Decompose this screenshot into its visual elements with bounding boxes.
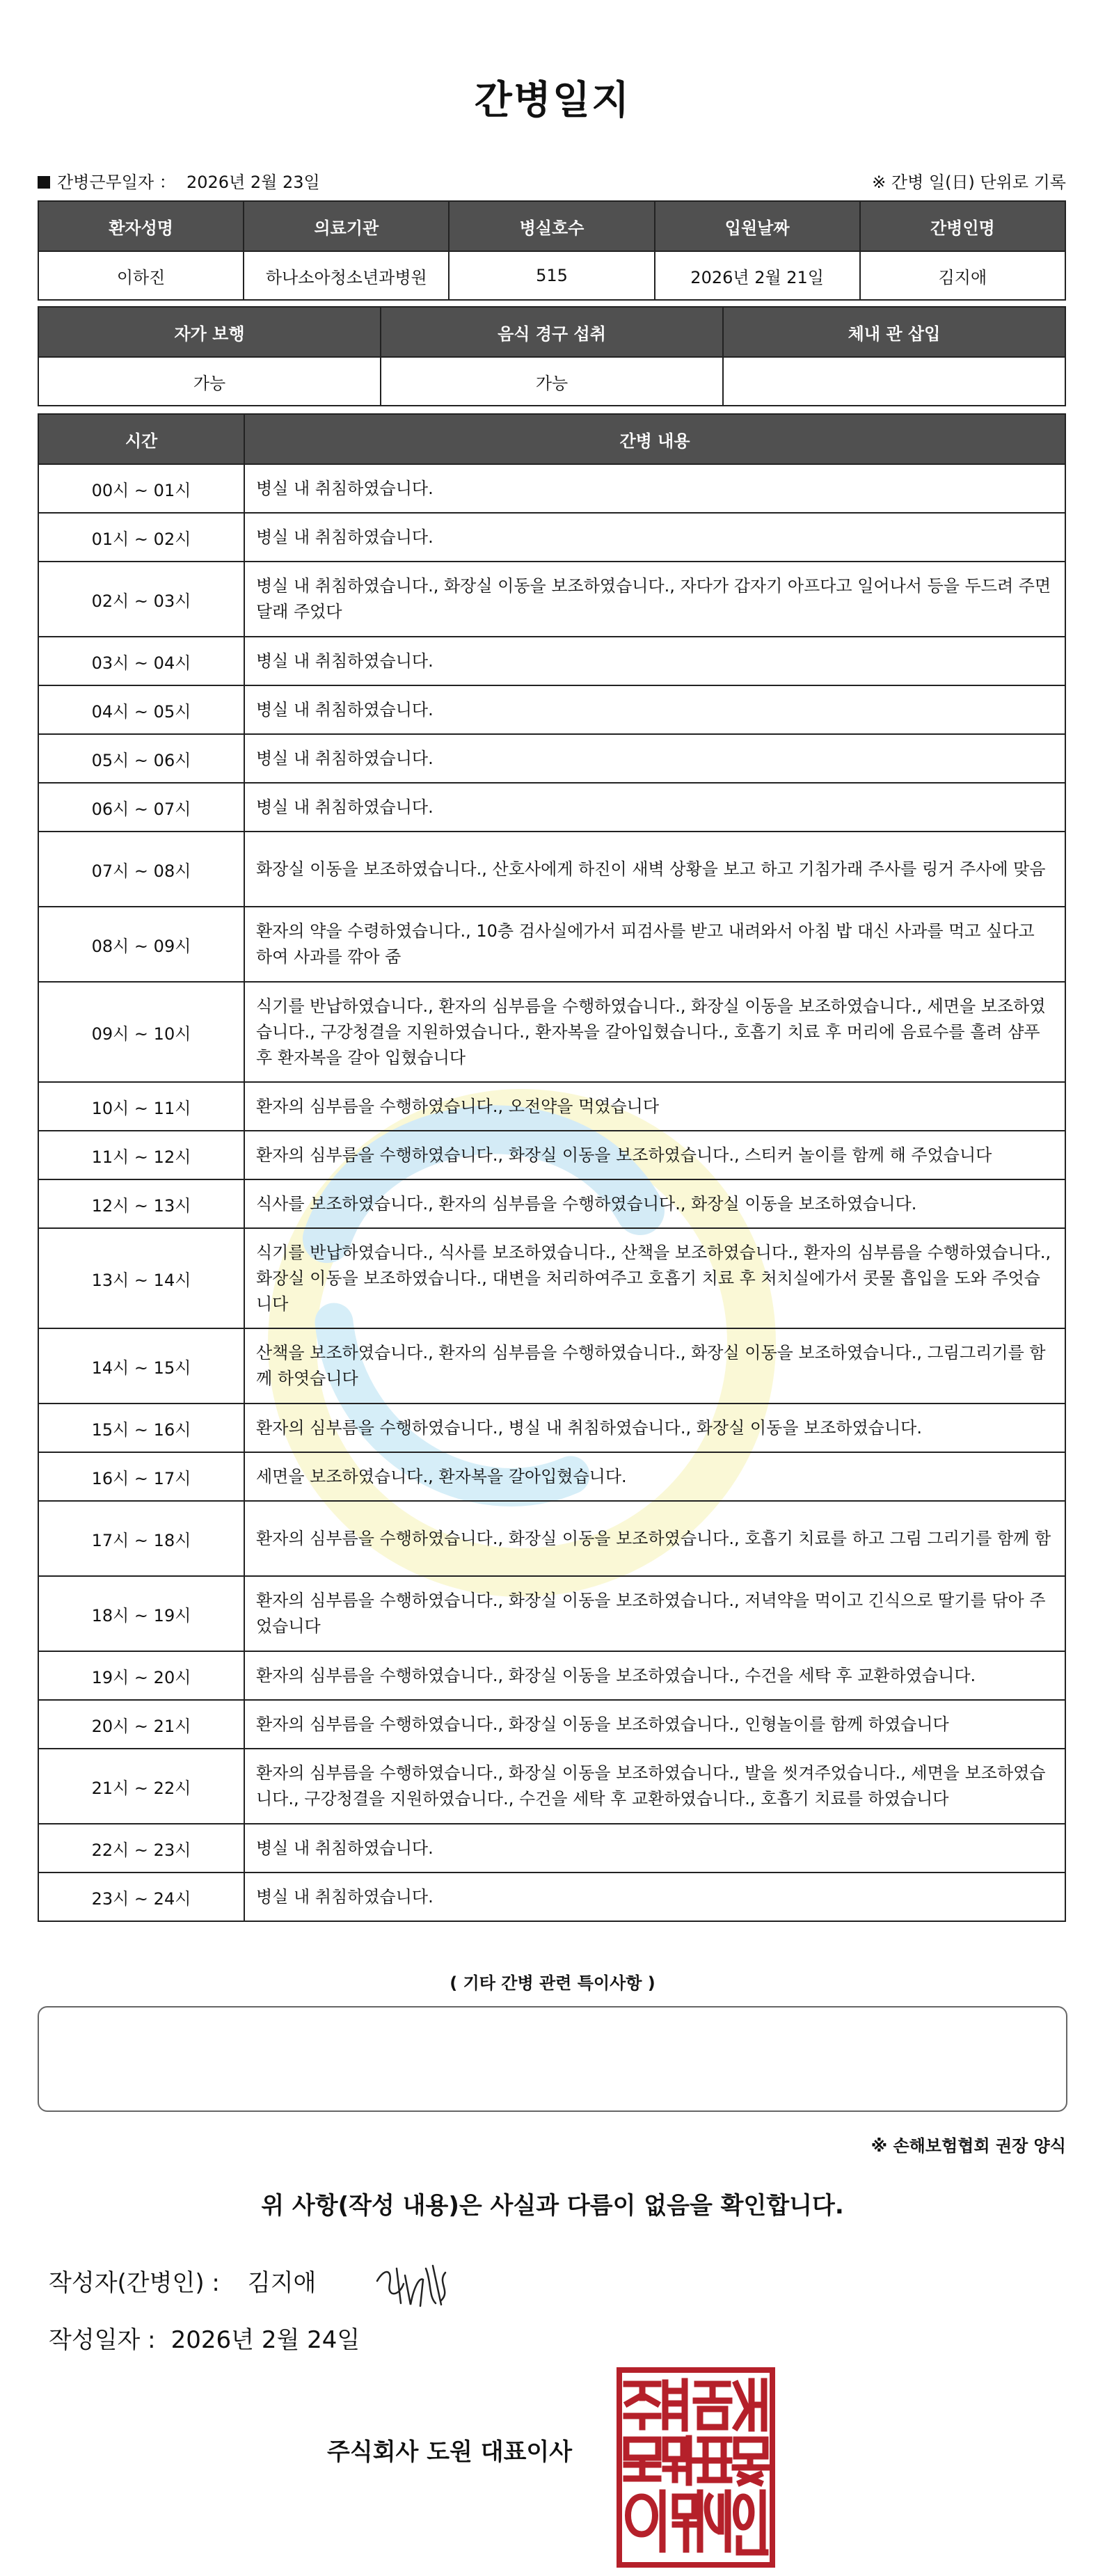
care-ability-table bbox=[38, 306, 1066, 406]
log-time: 06시 ~ 07시 bbox=[38, 783, 244, 832]
log-row bbox=[38, 1824, 1065, 1873]
hospital-name: 하나소아청소년과병원 bbox=[244, 251, 449, 300]
log-row bbox=[38, 562, 1065, 637]
log-time: 23시 ~ 24시 bbox=[38, 1873, 244, 1921]
work-date-value: 2026년 2월 23일 bbox=[186, 173, 320, 192]
admission-date: 2026년 2월 21일 bbox=[655, 251, 860, 300]
caregiver-name: 김지애 bbox=[860, 251, 1065, 300]
log-content: 환자의 심부름을 수행하였습니다., 화장실 이동을 보조하였습니다., 스티커 놀이를 함께 해 주었습니다 bbox=[244, 1131, 1065, 1179]
log-content: 환자의 약을 수령하였습니다., 10층 검사실에가서 피검사를 받고 내려와서 아침 밥 대신 사과를 먹고 싶다고 하여 사과를 깎아 줌 bbox=[244, 907, 1065, 982]
log-content: 환자의 심부름을 수행하였습니다., 병실 내 취침하였습니다., 화장실 이동을 보조하였습니다. bbox=[244, 1404, 1065, 1452]
log-row bbox=[38, 1749, 1065, 1824]
log-time: 18시 ~ 19시 bbox=[38, 1576, 244, 1651]
writer-line bbox=[49, 2264, 316, 2298]
header-oral-intake: 음식 경구 섭취 bbox=[381, 307, 723, 357]
log-row bbox=[38, 1700, 1065, 1749]
log-time: 10시 ~ 11시 bbox=[38, 1082, 244, 1131]
writer-label: 작성자(간병인) : bbox=[49, 2269, 220, 2297]
log-time: 09시 ~ 10시 bbox=[38, 982, 244, 1082]
log-content: 환자의 심부름을 수행하였습니다., 화장실 이동을 보조하였습니다., 수건을 세탁 후 교환하였습니다. bbox=[244, 1651, 1065, 1700]
patient-info-table bbox=[38, 200, 1066, 301]
log-time: 12시 ~ 13시 bbox=[38, 1179, 244, 1228]
log-time: 03시 ~ 04시 bbox=[38, 637, 244, 685]
log-time: 16시 ~ 17시 bbox=[38, 1452, 244, 1501]
written-date-value: 2026년 2월 24일 bbox=[170, 2326, 360, 2354]
log-content: 병실 내 취침하였습니다. bbox=[244, 513, 1065, 562]
log-time: 04시 ~ 05시 bbox=[38, 685, 244, 734]
log-content: 환자의 심부름을 수행하였습니다., 화장실 이동을 보조하였습니다., 저녁약을 먹이고 긴식으로 딸기를 닦아 주었습니다 bbox=[244, 1576, 1065, 1651]
log-time: 14시 ~ 15시 bbox=[38, 1328, 244, 1404]
log-content: 환자의 심부름을 수행하였습니다., 오전약을 먹였습니다 bbox=[244, 1082, 1065, 1131]
company-seal bbox=[617, 2367, 775, 2568]
log-time: 11시 ~ 12시 bbox=[38, 1131, 244, 1179]
log-content: 병실 내 취침하였습니다., 화장실 이동을 보조하였습니다., 자다가 갑자기 아프다고 일어나서 등을 두드려 주면 달래 주었다 bbox=[244, 562, 1065, 637]
log-row bbox=[38, 1501, 1065, 1576]
walking-value: 가능 bbox=[38, 357, 381, 406]
log-time: 21시 ~ 22시 bbox=[38, 1749, 244, 1824]
log-row bbox=[38, 783, 1065, 832]
log-row bbox=[38, 1404, 1065, 1452]
notes-heading: ( 기타 간병 관련 특이사항 ) bbox=[450, 1973, 655, 1993]
writer-name: 김지애 bbox=[247, 2269, 317, 2297]
log-time: 02시 ~ 03시 bbox=[38, 562, 244, 637]
log-content: 병실 내 취침하였습니다. bbox=[244, 783, 1065, 832]
log-row bbox=[38, 1576, 1065, 1651]
written-date-line bbox=[49, 2321, 360, 2355]
header-patient-name: 환자성명 bbox=[38, 201, 244, 251]
log-content: 식기를 반납하였습니다., 환자의 심부름을 수행하였습니다., 화장실 이동을 보조하였습니다., 세면을 보조하였습니다., 구강청결을 지원하였습니다., 환자복을 갈아입혔습니다., 호흡기 치료 후 머리에 음료수를 흘려 샴푸 후 환자복을 갈아 입혔습니다 bbox=[244, 982, 1065, 1082]
log-content: 화장실 이동을 보조하였습니다., 산호사에게 하진이 새벽 상황을 보고 하고 기침가래 주사를 링거 주사에 맞음 bbox=[244, 832, 1065, 907]
log-row bbox=[38, 1082, 1065, 1131]
log-content: 세면을 보조하였습니다., 환자복을 갈아입혔습니다. bbox=[244, 1452, 1065, 1501]
confirm-statement: 위 사항(작성 내용)은 사실과 다름이 없음을 확인합니다. bbox=[261, 2192, 844, 2220]
care-log-table bbox=[38, 413, 1066, 1922]
room-number: 515 bbox=[449, 251, 654, 300]
log-row bbox=[38, 982, 1065, 1082]
log-time: 13시 ~ 14시 bbox=[38, 1228, 244, 1328]
work-date-label: 간병근무일자 ： bbox=[57, 173, 176, 192]
header-care-content: 간병 내용 bbox=[244, 414, 1065, 464]
log-row bbox=[38, 1328, 1065, 1404]
log-row bbox=[38, 734, 1065, 783]
log-row bbox=[38, 1452, 1065, 1501]
tube-value bbox=[723, 357, 1065, 406]
log-content: 환자의 심부름을 수행하였습니다., 화장실 이동을 보조하였습니다., 호흡기 치료를 하고 그림 그리기를 함께 함 bbox=[244, 1501, 1065, 1576]
header-caregiver: 간병인명 bbox=[860, 201, 1065, 251]
log-content: 병실 내 취침하였습니다. bbox=[244, 637, 1065, 685]
unit-note: ※ 간병 일(日) 단위로 기록 bbox=[872, 173, 1066, 192]
written-date-label: 작성일자 : bbox=[49, 2326, 156, 2354]
log-content: 산책을 보조하였습니다., 환자의 심부름을 수행하였습니다., 화장실 이동을 보조하였습니다., 그림그리기를 함께 하엿습니다 bbox=[244, 1328, 1065, 1404]
notes-box bbox=[38, 2006, 1067, 2112]
log-time: 22시 ~ 23시 bbox=[38, 1824, 244, 1873]
log-time: 00시 ~ 01시 bbox=[38, 464, 244, 513]
log-row bbox=[38, 1228, 1065, 1328]
log-row bbox=[38, 637, 1065, 685]
work-date bbox=[38, 168, 320, 193]
log-row bbox=[38, 907, 1065, 982]
log-content: 병실 내 취침하였습니다. bbox=[244, 685, 1065, 734]
log-time: 20시 ~ 21시 bbox=[38, 1700, 244, 1749]
log-row bbox=[38, 464, 1065, 513]
log-time: 19시 ~ 20시 bbox=[38, 1651, 244, 1700]
log-content: 병실 내 취침하였습니다. bbox=[244, 734, 1065, 783]
signature bbox=[369, 2248, 459, 2310]
page-title: 간병일지 bbox=[474, 78, 631, 123]
header-room: 병실호수 bbox=[449, 201, 654, 251]
log-row bbox=[38, 832, 1065, 907]
log-content: 식기를 반납하였습니다., 식사를 보조하였습니다., 산책을 보조하였습니다., 환자의 심부름을 수행하였습니다., 화장실 이동을 보조하였습니다., 대변을 처리하여주고 호흡기 치료 후 처치실에가서 콧물 흡입을 도와 주엇습니다 bbox=[244, 1228, 1065, 1328]
log-row bbox=[38, 1131, 1065, 1179]
log-time: 15시 ~ 16시 bbox=[38, 1404, 244, 1452]
header-time: 시간 bbox=[38, 414, 244, 464]
company-name: 주식회사 도원 대표이사 bbox=[327, 2438, 573, 2466]
log-content: 환자의 심부름을 수행하였습니다., 화장실 이동을 보조하였습니다., 인형놀이를 함께 하였습니다 bbox=[244, 1700, 1065, 1749]
patient-name: 이하진 bbox=[38, 251, 244, 300]
log-content: 병실 내 취침하였습니다. bbox=[244, 1824, 1065, 1873]
log-row bbox=[38, 1651, 1065, 1700]
oral-intake-value: 가능 bbox=[381, 357, 723, 406]
log-row bbox=[38, 685, 1065, 734]
log-content: 병실 내 취침하였습니다. bbox=[244, 464, 1065, 513]
log-time: 17시 ~ 18시 bbox=[38, 1501, 244, 1576]
log-row bbox=[38, 1179, 1065, 1228]
log-time: 07시 ~ 08시 bbox=[38, 832, 244, 907]
log-time: 08시 ~ 09시 bbox=[38, 907, 244, 982]
log-content: 병실 내 취침하였습니다. bbox=[244, 1873, 1065, 1921]
bullet-square-icon bbox=[38, 176, 50, 189]
log-content: 환자의 심부름을 수행하였습니다., 화장실 이동을 보조하였습니다., 발을 씻겨주었습니다., 세면을 보조하였습니다., 구강청결을 지원하였습니다., 수건을 세탁 후 교환하였습니다., 호흡기 치료를 하였습니다 bbox=[244, 1749, 1065, 1824]
header-walking: 자가 보행 bbox=[38, 307, 381, 357]
recommend-note: ※ 손해보험협회 권장 양식 bbox=[871, 2136, 1066, 2156]
log-time: 05시 ~ 06시 bbox=[38, 734, 244, 783]
header-admission-date: 입원날짜 bbox=[655, 201, 860, 251]
log-row bbox=[38, 513, 1065, 562]
log-row bbox=[38, 1873, 1065, 1921]
log-content: 식사를 보조하였습니다., 환자의 심부름을 수행하였습니다., 화장실 이동을 보조하였습니다. bbox=[244, 1179, 1065, 1228]
header-hospital: 의료기관 bbox=[244, 201, 449, 251]
log-time: 01시 ~ 02시 bbox=[38, 513, 244, 562]
header-tube: 체내 관 삽입 bbox=[723, 307, 1065, 357]
